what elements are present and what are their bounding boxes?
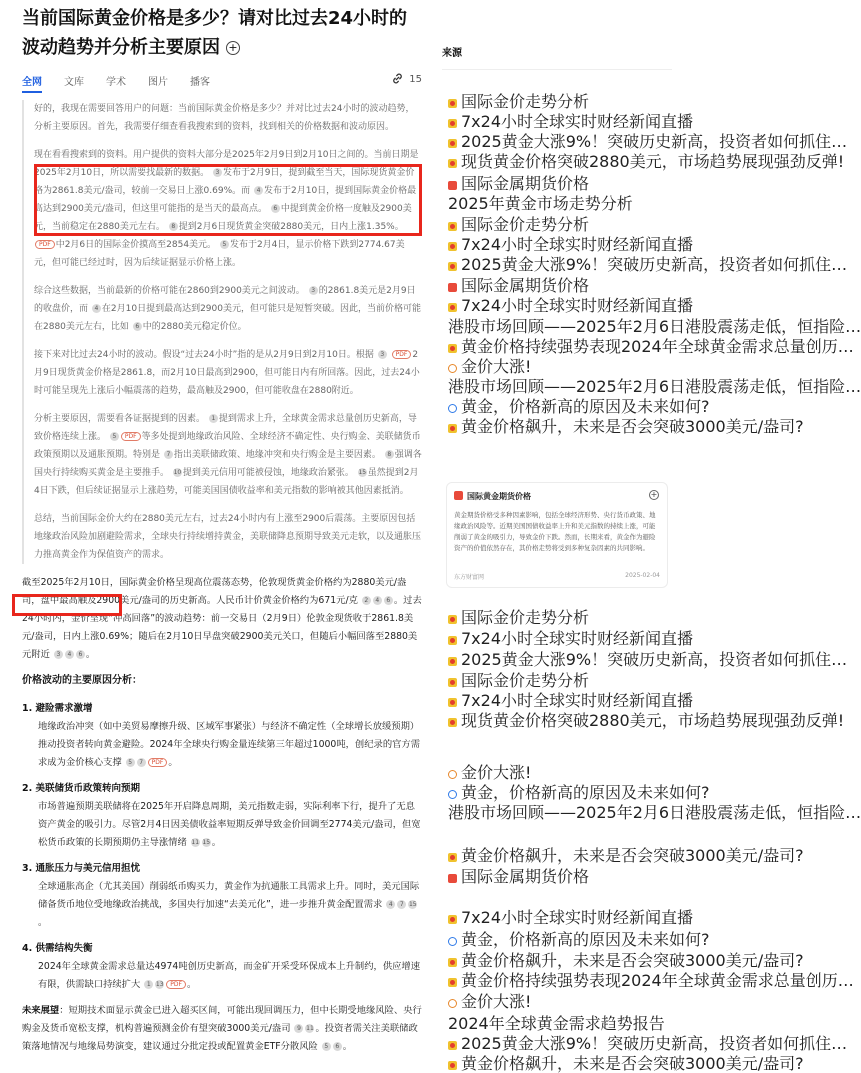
thinking-paragraph: 接下来对比过去24小时的波动。假设“过去24小时”指的是从2月9日到2月10日。根据 3 PDF 2月9日现货黄金价格是2861.8，而2月10日最高到2900，但可能日内有所回落。因此，过去24小时可能呈现先上涨后小幅震荡的趋势，最高触及2900，但可能收盘在2880附近。 <box>34 350 420 396</box>
source-item[interactable] <box>448 112 694 131</box>
citation-badge[interactable]: 5 <box>220 240 229 249</box>
citation-badge[interactable]: 5 <box>322 1042 331 1051</box>
source-item[interactable] <box>448 417 804 436</box>
source-logo-icon <box>448 657 457 666</box>
citation-badge[interactable]: 13 <box>155 981 164 988</box>
source-item[interactable] <box>448 255 848 274</box>
source-title: 国际金属期货价格 <box>461 276 590 295</box>
source-item[interactable] <box>448 194 673 213</box>
citation-badge[interactable]: 4 <box>65 650 74 659</box>
citation-badge[interactable]: 6 <box>384 596 393 605</box>
citation-badge[interactable]: 11 <box>306 1025 314 1032</box>
source-item[interactable] <box>448 650 848 669</box>
analysis-heading: 价格波动的主要原因分析： <box>22 675 142 686</box>
citation-badge[interactable]: 2 <box>362 596 371 605</box>
source-item[interactable] <box>448 867 673 886</box>
source-title: 黄金价格飙升，未来是否会突破3000美元/盎司? <box>461 846 804 865</box>
link-icon <box>391 72 404 85</box>
citation-badge[interactable]: 15 <box>358 469 367 476</box>
source-title: 7x24小时全球实时财经新闻直播 <box>461 691 694 710</box>
pdf-badge[interactable]: PDF <box>166 980 186 989</box>
reason-body: 市场普遍预期美联储将在2025年开启降息周期，美元指数走弱，实际利率下行，提升了无息资产黄金的吸引力。尽管2月4日因美债收益率短期反弹导致金价回调至2774美元/盎司，但宽松货币政策的长期预期仍主导涨情绪 11 15 。 <box>38 801 421 848</box>
source-title: 金价大涨! <box>461 763 532 782</box>
plus-circle-icon[interactable]: + <box>650 490 658 499</box>
reason-body: 地缘政治冲突（如中美贸易摩擦升级、区域军事紧张）与经济不确定性（全球增长放缓预期）推动投资者转向黄金避险。2024年全球央行购金量连续第三年超过1000吨，创纪录的官方需求成为金价核心支撑 5 7 PDF 。 <box>38 721 421 768</box>
question-text: 当前国际黄金价格是多少？请对比过去24小时的波动趋势并分析主要原因 <box>22 8 408 58</box>
citation-badge[interactable]: 9 <box>294 1024 303 1033</box>
source-title: 黄金，价格新高的原因及未来如何? <box>461 930 710 949</box>
source-logo-icon <box>448 978 457 987</box>
plus-circle-icon[interactable]: + <box>226 41 240 55</box>
source-title: 现货黄金价格突破2880美元，市场趋势展现强劲反弹! <box>461 152 845 171</box>
source-item[interactable] <box>448 92 673 111</box>
source-title: 2025黄金大涨9%！突破历史新高，投资者如何抓住… <box>461 650 848 669</box>
citation-badge[interactable]: 3 <box>309 286 318 295</box>
source-item[interactable] <box>448 1054 804 1073</box>
source-item[interactable] <box>448 276 673 295</box>
reason-title: 2. 美联储货币政策转向预期 <box>22 783 141 794</box>
citation-badge[interactable]: 3 <box>378 350 387 359</box>
source-title: 黄金价格持续强势表现2024年全球黄金需求总量创历… <box>461 971 854 990</box>
source-logo-icon <box>448 283 457 292</box>
source-logo-icon <box>448 242 457 251</box>
source-logo-icon <box>448 424 457 433</box>
question-title <box>22 4 422 62</box>
citation-badge[interactable]: 10 <box>173 469 182 476</box>
thinking-process <box>22 100 422 564</box>
tab-library[interactable]: 文库 <box>64 77 84 88</box>
source-logo-icon <box>448 1061 457 1070</box>
source-logo-icon <box>448 99 457 108</box>
source-title: 黄金价格飙升，未来是否会突破3000美元/盎司? <box>461 951 804 970</box>
reason-item <box>22 700 422 772</box>
tab-podcast[interactable]: 播客 <box>190 77 210 88</box>
source-item[interactable] <box>448 783 710 802</box>
source-item[interactable] <box>448 317 861 336</box>
reason-item <box>22 940 422 994</box>
result-tabs <box>22 70 422 98</box>
source-logo-icon <box>448 1041 457 1050</box>
source-item[interactable] <box>448 215 673 234</box>
source-title: 黄金，价格新高的原因及未来如何? <box>461 783 710 802</box>
source-logo-icon <box>448 344 457 353</box>
source-item[interactable] <box>448 671 673 690</box>
source-title: 7x24小时全球实时财经新闻直播 <box>461 629 694 648</box>
reason-title: 4. 供需结构失衡 <box>22 943 93 954</box>
citation-badge[interactable]: 15 <box>202 839 211 846</box>
source-item[interactable] <box>448 908 694 927</box>
card-source: 东方财富网 <box>454 574 485 581</box>
source-title: 2025黄金大涨9%！突破历史新高，投资者如何抓住… <box>461 1034 848 1053</box>
source-title: 7x24小时全球实时财经新闻直播 <box>461 112 694 131</box>
source-item[interactable] <box>448 992 673 1011</box>
source-logo-icon <box>448 303 457 312</box>
source-logo-icon <box>448 999 457 1008</box>
card-title: 国际黄金期货价格 <box>454 491 660 502</box>
source-logo-icon <box>448 364 457 373</box>
source-title: 国际金属期货价格 <box>461 174 590 193</box>
source-item[interactable] <box>448 711 845 730</box>
tab-images[interactable]: 图片 <box>148 77 168 88</box>
source-title: 港股市场回顾——2025年2月6日港股震荡走低，恒指险… <box>448 803 861 822</box>
citation-badge[interactable]: 8 <box>385 450 394 459</box>
answer-panel <box>22 100 422 1064</box>
source-logo-icon <box>448 404 457 413</box>
source-logo-icon <box>448 958 457 967</box>
sources-title: 来源 <box>442 44 672 70</box>
source-logo-icon <box>448 937 457 946</box>
source-logo-icon <box>448 222 457 231</box>
citation-badge[interactable]: 5 <box>110 432 119 441</box>
reason-title: 3. 通胀压力与美元信用担忧 <box>22 863 141 874</box>
source-item[interactable] <box>448 357 673 376</box>
citation-badge[interactable]: 5 <box>126 758 135 767</box>
source-count: 15 <box>409 74 422 85</box>
source-title: 国际金价走势分析 <box>461 671 590 690</box>
citation-badge[interactable]: 1 <box>144 980 153 989</box>
source-item[interactable] <box>448 846 804 865</box>
answer-intro: 截至2025年2月10日，国际黄金价格呈现高位震荡态势，伦敦现货黄金价格约为2880美元/盎司，盘中最高触及2900美元/盎司的历史新高。人民币计价黄金价格约为671元/克 2 4 6 。过去24小时内，金价呈现“冲高回落”的波动趋势：前一交易日（2月9日）伦敦金现货收于2861.8美元/盎司，日内上涨0.69%；随后在2月10日早盘突破2900美元关口，但随后小幅回落至2880美元附近 3 4 6 。 <box>22 577 422 660</box>
source-logo-icon <box>448 770 457 779</box>
source-logo-icon <box>448 874 457 883</box>
citation-badge[interactable]: 6 <box>133 322 142 331</box>
citation-badge[interactable]: 11 <box>191 839 200 846</box>
citation-badge[interactable]: 6 <box>76 650 85 659</box>
pdf-badge[interactable]: PDF <box>35 240 55 249</box>
card-footer <box>454 572 660 581</box>
sources-link[interactable] <box>391 72 422 85</box>
source-logo-icon <box>448 262 457 271</box>
source-title: 黄金价格持续强势表现2024年全球黄金需求总量创历… <box>461 337 854 356</box>
source-title: 港股市场回顾——2025年2月6日港股震荡走低，恒指险… <box>448 377 861 396</box>
tab-all[interactable]: 全网 <box>22 73 42 88</box>
pdf-badge[interactable]: PDF <box>148 758 168 767</box>
source-item[interactable] <box>448 152 845 171</box>
source-item[interactable] <box>448 803 861 822</box>
source-title: 2025黄金大涨9%！突破历史新高，投资者如何抓住… <box>461 255 848 274</box>
source-title: 国际金价走势分析 <box>461 608 590 627</box>
citation-badge[interactable]: 7 <box>137 758 146 767</box>
citation-badge[interactable]: 3 <box>54 650 63 659</box>
source-item[interactable] <box>448 971 854 990</box>
sources-sidebar <box>442 44 672 70</box>
reason-body: 2024年全球黄金需求总量达4974吨创历史新高，而金矿开采受环保成本上升制约，供应增速有限，供需缺口持续扩大 1 13 PDF 。 <box>38 961 421 990</box>
source-title: 国际金属期货价格 <box>461 867 590 886</box>
source-item[interactable] <box>448 377 861 396</box>
citation-badge[interactable]: 7 <box>397 900 406 909</box>
reason-item <box>22 780 422 852</box>
citation-badge[interactable]: 4 <box>254 186 263 195</box>
source-title: 国际金价走势分析 <box>461 92 590 111</box>
source-title: 2024年全球黄金需求趋势报告 <box>448 1014 665 1033</box>
citation-badge[interactable]: 6 <box>271 204 280 213</box>
source-item[interactable] <box>448 1014 673 1033</box>
source-logo-icon <box>448 698 457 707</box>
source-logo-icon <box>448 678 457 687</box>
source-logo-icon <box>454 491 463 500</box>
citation-badge[interactable]: 1 <box>209 414 218 423</box>
source-item[interactable] <box>448 132 848 151</box>
reason-item <box>22 860 422 932</box>
source-item[interactable] <box>448 296 694 315</box>
source-item[interactable] <box>448 763 673 782</box>
source-item[interactable] <box>448 397 710 416</box>
source-title: 7x24小时全球实时财经新闻直播 <box>461 235 694 254</box>
thinking-paragraph: 综合这些数据，当前最新的价格可能在2860到2900美元之间波动。 3 的2861.8美元是2月9日的收盘价，而 4 在2月10日提到最高达到2900美元，但可能只是短暂突破。因此，当前价格可能在2880美元左右，比如 6 中的2880美元稳定价位。 <box>34 286 421 332</box>
pdf-badge[interactable]: PDF <box>121 432 141 441</box>
source-logo-icon <box>448 159 457 168</box>
outlook-paragraph: 未来展望：短期技术面显示黄金已进入超买区间，可能出现回调压力，但中长期受地缘风险、央行购金及货币宽松支撑，机构普遍预测金价有望突破3000美元/盎司 9 11 。投资者需关注美联储政策落地情况与地缘局势演变，建议通过分批定投或配置黄金ETF分散风险 5 6 。 <box>22 1005 422 1052</box>
source-item[interactable] <box>448 951 804 970</box>
citation-badge[interactable]: 8 <box>169 222 178 231</box>
source-title: 金价大涨! <box>461 357 532 376</box>
citation-badge[interactable]: 4 <box>373 596 382 605</box>
source-title: 金价大涨! <box>461 992 532 1011</box>
tab-academic[interactable]: 学术 <box>106 77 126 88</box>
source-item[interactable] <box>448 174 673 193</box>
source-title: 2025黄金大涨9%！突破历史新高，投资者如何抓住… <box>461 132 848 151</box>
source-item[interactable] <box>448 930 710 949</box>
source-item[interactable] <box>448 691 694 710</box>
source-logo-icon <box>448 636 457 645</box>
thinking-paragraph: 分析主要原因，需要看各证据提到的因素。 1 提到需求上升，全球黄金需求总量创历史新高，导致价格连续上涨。 5 PDF 等多处提到地缘政治风险、全球经济不确定性、央行购金、美联储货币政策预期以及通胀预期。特别是 7 指出美联储政策、地缘冲突和央行购金是主要因素。 8 强调各国央行持续购买黄金是主要推手。 10 提到美元信用可能被侵蚀，地缘政治紧张。 15 虽然提到2月4日下跌，但后续证据显示上涨趋势，可能美国国债收益率和美元指数的影响被其他因素抵消。 <box>34 414 422 496</box>
reason-title: 1. 避险需求激增 <box>22 703 93 714</box>
source-logo-icon <box>448 119 457 128</box>
citation-badge[interactable]: 4 <box>386 900 395 909</box>
citation-badge[interactable]: 3 <box>213 168 222 177</box>
source-item[interactable] <box>448 235 694 254</box>
citation-badge[interactable]: 6 <box>333 1042 342 1051</box>
source-logo-icon <box>448 853 457 862</box>
thinking-paragraph: 好的，我现在需要回答用户的问题：当前国际黄金价格是多少？并对比过去24小时的波动趋势，分析主要原因。首先，我需要仔细查看我搜索到的资料，找到相关的价格数据和波动原因。 <box>34 104 415 132</box>
source-logo-icon <box>448 181 457 190</box>
source-title: 黄金价格飙升，未来是否会突破3000美元/盎司? <box>461 1054 804 1073</box>
final-answer <box>22 574 422 1056</box>
card-body: 黄金期货价格受多种因素影响，包括全球经济形势、央行货币政策、地缘政治风险等。近期美国国债收益率上升和美元指数的持续上涨，可能削弱了黄金的吸引力，导致金价下跌。然而，长期来看，黄金作为避险资产的价值依然存在，其价格走势将受到多种复杂因素的共同影响。 <box>454 511 656 552</box>
source-title: 黄金价格飙升，未来是否会突破3000美元/盎司? <box>461 417 804 436</box>
card-date: 2025-02-04 <box>625 572 660 579</box>
source-logo-icon <box>448 915 457 924</box>
citation-badge[interactable]: 15 <box>408 901 417 908</box>
source-item[interactable] <box>448 337 854 356</box>
source-title: 国际金价走势分析 <box>461 215 590 234</box>
source-item[interactable] <box>448 608 673 627</box>
source-title: 黄金，价格新高的原因及未来如何? <box>461 397 710 416</box>
citation-badge[interactable]: 4 <box>92 304 101 313</box>
source-title: 现货黄金价格突破2880美元，市场趋势展现强劲反弹! <box>461 711 845 730</box>
source-title: 7x24小时全球实时财经新闻直播 <box>461 296 694 315</box>
source-logo-icon <box>448 718 457 727</box>
thinking-paragraph: 总结，当前国际金价大约在2880美元左右，过去24小时内有上涨至2900后震荡。主要原因包括地缘政治风险加剧避险需求，全球央行持续增持黄金，美联储降息预期导致美元走软，以及通胀压力推高黄金作为保值资产的需求。 <box>34 514 422 560</box>
citation-badge[interactable]: 7 <box>164 450 173 459</box>
source-item[interactable] <box>448 629 694 648</box>
source-item[interactable] <box>448 1034 848 1053</box>
source-title: 2025年黄金市场走势分析 <box>448 194 633 213</box>
source-logo-icon <box>448 139 457 148</box>
source-logo-icon <box>448 790 457 799</box>
thinking-paragraph: 现在看看搜索到的资料。用户提供的资料大部分是2025年2月9日到2月10日之间的。当前日期是2025年2月10日，所以需要找最新的数据。 3 发布于2月9日，提到截至当天，国际现货黄金价格为2861.8美元/盎司，较前一交易日上涨0.69%。而 4 发布于2月10日，提到国际黄金价格最高达到2900美元/盎司，但这里可能指的是当天的最高点。 6 中提到黄金价格一度触及2900美元，当前稳定在2880美元左右。 8 提到2月6日现货黄金突破2880美元，日内上涨1.35%。 PDF 中2月6日的国际金价摸高至2854美元。 5 发布于2月4日，显示价格下跌到2774.67美元，但可能已经过时，因为后续证据显示价格上涨。 <box>34 150 419 268</box>
source-title: 7x24小时全球实时财经新闻直播 <box>461 908 694 927</box>
reason-body: 全球通胀高企（尤其美国）削弱纸币购买力，黄金作为抗通胀工具需求上升。同时，美元国际储备货币地位受地缘政治挑战，多国央行加速“去美元化”，进一步推升黄金配置需求 4 7 15。 <box>38 881 420 928</box>
source-title: 港股市场回顾——2025年2月6日港股震荡走低，恒指险… <box>448 317 861 336</box>
source-card[interactable] <box>446 482 668 588</box>
pdf-badge[interactable]: PDF <box>392 350 412 359</box>
source-logo-icon <box>448 615 457 624</box>
outlook-label: 未来展望 <box>22 1005 60 1016</box>
